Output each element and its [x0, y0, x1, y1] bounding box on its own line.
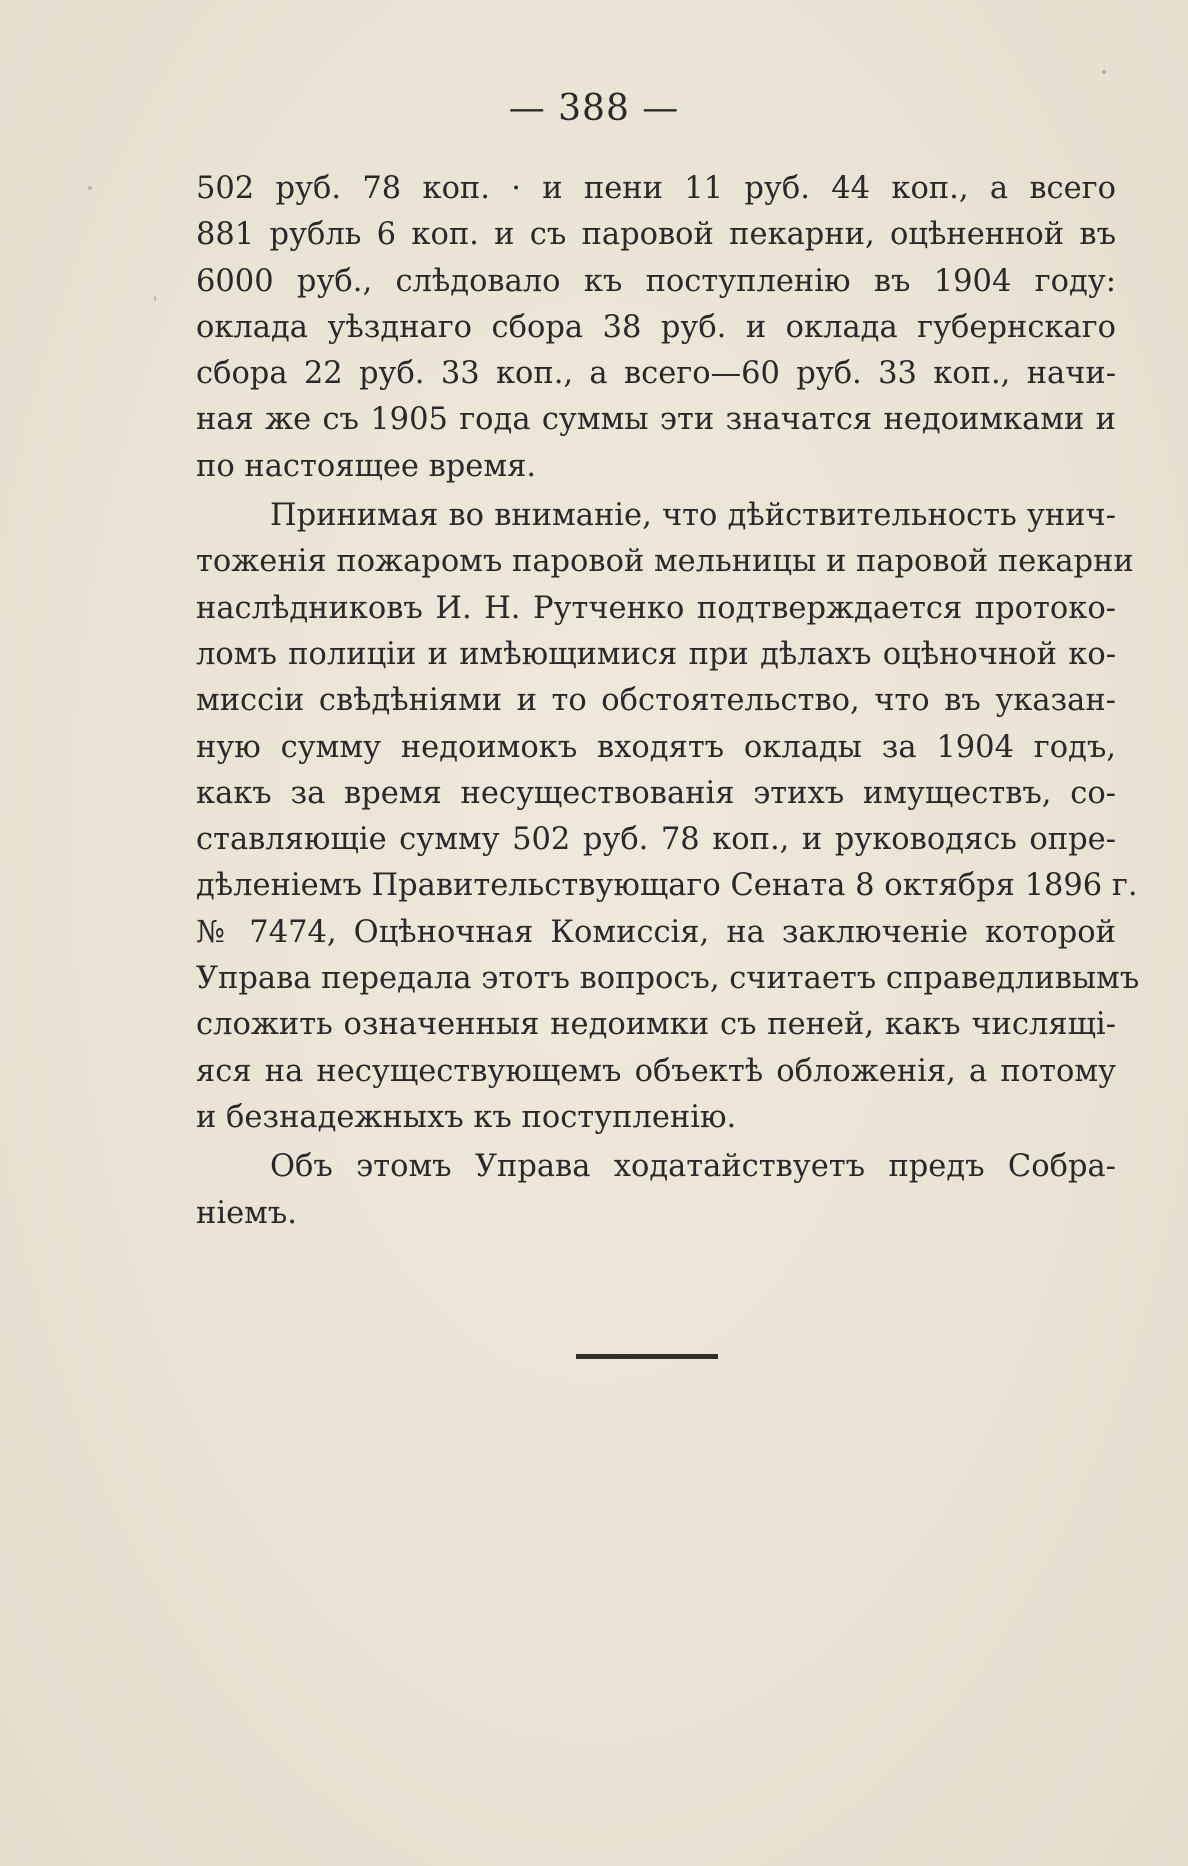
paragraph-3 — [196, 1144, 1116, 1237]
paragraph-2 — [196, 493, 1140, 1141]
text-line: Управа передала этотъ вопросъ, считаетъ справедливымъ — [196, 961, 1140, 997]
paper-speck — [1102, 70, 1106, 74]
text-line: сложить означенныя недоимки съ пеней, какъ числящi- — [196, 1007, 1116, 1043]
text-line: ставляющiе сумму 502 руб. 78 коп., и руководясь опре- — [196, 822, 1116, 858]
text-line: Принимая во вниманiе, что дѣйствительность унич- — [270, 498, 1116, 534]
text-line: 881 рубль 6 коп. и съ паровой пекарни, оцѣненной въ — [196, 217, 1116, 253]
body-text — [196, 166, 1140, 1237]
text-line: дѣленiемъ Правительствующаго Сената 8 октября 1896 г. — [196, 868, 1138, 904]
text-line: 6000 руб., слѣдовало къ поступленiю въ 1904 году: — [196, 263, 1116, 299]
text-line: по настоящее время. — [196, 448, 537, 484]
text-line: яся на несуществующемъ объектѣ обложенiя, а потому — [196, 1053, 1116, 1089]
text-line: ломъ полицiи и имѣющимися при дѣлахъ оцѣночной ко- — [196, 636, 1116, 672]
text-line: Объ этомъ Управа ходатайствуетъ предъ Собра- — [270, 1149, 1116, 1185]
page-number: — 388 — — [508, 88, 680, 129]
text-line: нiемъ. — [196, 1195, 297, 1231]
text-line: ная же съ 1905 года суммы эти значатся недоимками и — [196, 402, 1116, 438]
text-line: ную сумму недоимокъ входятъ оклады за 1904 годъ, — [196, 729, 1116, 765]
paper-speck — [154, 296, 156, 301]
text-line: № 7474, Оцѣночная Комиссiя, на заключенiе которой — [196, 914, 1116, 950]
text-line: миссiи свѣдѣнiями и то обстоятельство, что въ указан- — [196, 683, 1116, 719]
text-line: тоженiя пожаромъ паровой мельницы и паровой пекарни — [196, 544, 1134, 580]
paper-speck — [88, 186, 92, 190]
end-rule — [576, 1354, 718, 1359]
text-line: сбора 22 руб. 33 коп., а всего—60 руб. 33 коп., начи- — [196, 356, 1116, 392]
text-line: 502 руб. 78 коп. · и пени 11 руб. 44 коп., а всего — [196, 171, 1116, 206]
text-line: и безнадежныхъ къ поступленiю. — [196, 1099, 737, 1135]
text-line: оклада уѣзднаго сбора 38 руб. и оклада губернскаго — [196, 309, 1116, 345]
text-line: какъ за время несуществованiя этихъ имуществъ, со- — [196, 775, 1116, 811]
text-line: наслѣдниковъ И. Н. Рутченко подтверждается протоко- — [196, 590, 1116, 626]
paragraph-1 — [196, 166, 1116, 490]
